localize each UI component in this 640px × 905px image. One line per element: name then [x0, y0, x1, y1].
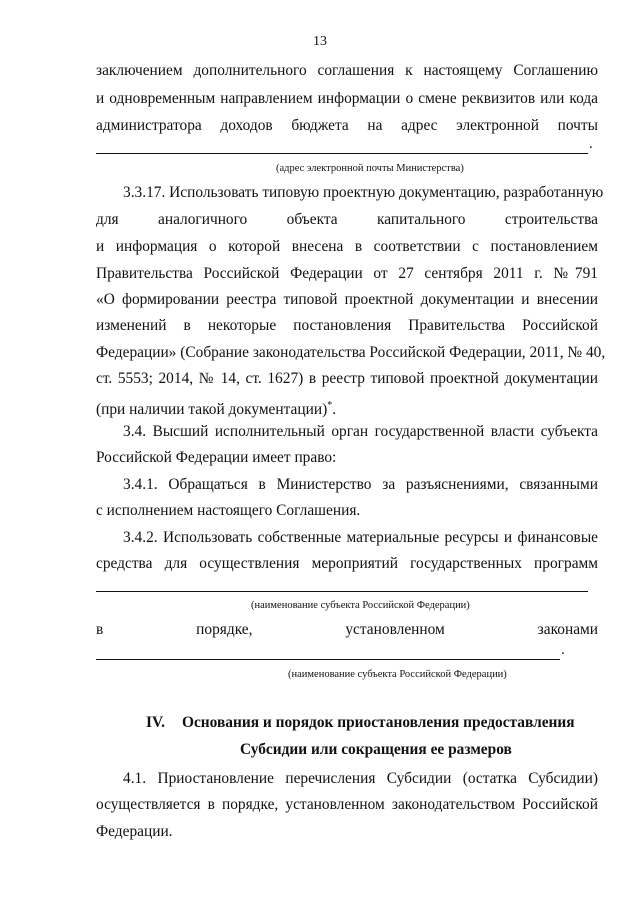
section-title-line1: Основания и порядок приостановления предоставления [181, 714, 575, 731]
page-number: 13 [313, 34, 327, 49]
caption-subject: (наименование субъекта Российской Федерации) [288, 669, 507, 680]
text-line: и информация о которой внесена в соответствии с постановлением [96, 238, 598, 255]
paragraph-3-4: 3.4. Высший исполнительный орган государственной власти субъекта [123, 423, 598, 440]
fill-in-line [96, 659, 560, 660]
section-heading [146, 714, 575, 732]
line-end-dot: . [589, 136, 593, 152]
text-line: изменений в некоторые постановления Правительства Российской [96, 317, 598, 334]
text-line: ст. 5553; 2014, № 14, ст. 1627) в реестр типовой проектной документации [96, 370, 598, 387]
paragraph-3-4-1: 3.4.1. Обращаться в Министерство за разъяснениями, связанными [123, 476, 598, 493]
section-title-line2: Субсидии или сокращения ее размеров [240, 741, 512, 758]
text-line: заключением дополнительного соглашения к настоящему Соглашению [96, 62, 598, 79]
fill-in-line [96, 591, 588, 592]
fill-in-line [96, 153, 588, 154]
text-line: администратора доходов бюджета на адрес электронной почты [96, 117, 598, 134]
text-line: средства для осуществления мероприятий государственных программ [96, 555, 598, 572]
line-end-dot: . [332, 401, 337, 419]
text-line: Правительства Российской Федерации от 27 сентября 2011 г. №791 [96, 265, 598, 282]
text-line: для аналогичного объекта капитального строительства [96, 211, 598, 228]
text-line: Федерации» (Собрание законодательства Российской Федерации, 2011, № 40, [96, 344, 606, 361]
text-segment: (при наличии такой документации) [96, 401, 328, 419]
caption-subject: (наименование субъекта Российской Федерации) [251, 600, 470, 611]
paragraph-3-3-17: 3.3.17. Использовать типовую проектную документацию, разработанную [123, 184, 604, 201]
text-line: с исполнением настоящего Соглашения. [96, 502, 361, 519]
paragraph-4-1: 4.1. Приостановление перечисления Субсидии (остатка Субсидии) [123, 770, 598, 787]
line-end-dot: . [561, 642, 565, 658]
text-line: осуществляется в порядке, установленном законодательством Российской [96, 796, 598, 813]
text-line: «О формировании реестра типовой проектной документации и внесении [96, 291, 598, 308]
text-line: Федерации. [96, 823, 173, 840]
text-line: Российской Федерации имеет право: [96, 449, 337, 466]
text-line: и одновременным направлением информации о смене реквизитов или кода [96, 90, 598, 107]
section-number: IV. [146, 714, 165, 731]
paragraph-3-4-2: 3.4.2. Использовать собственные материальные ресурсы и финансовые [123, 529, 598, 546]
caption-email: (адрес электронной почты Министерства) [276, 163, 464, 174]
text-line: в порядке, установленном законами [96, 621, 598, 638]
footnote-mark: * [327, 400, 333, 411]
text-line [96, 396, 598, 420]
